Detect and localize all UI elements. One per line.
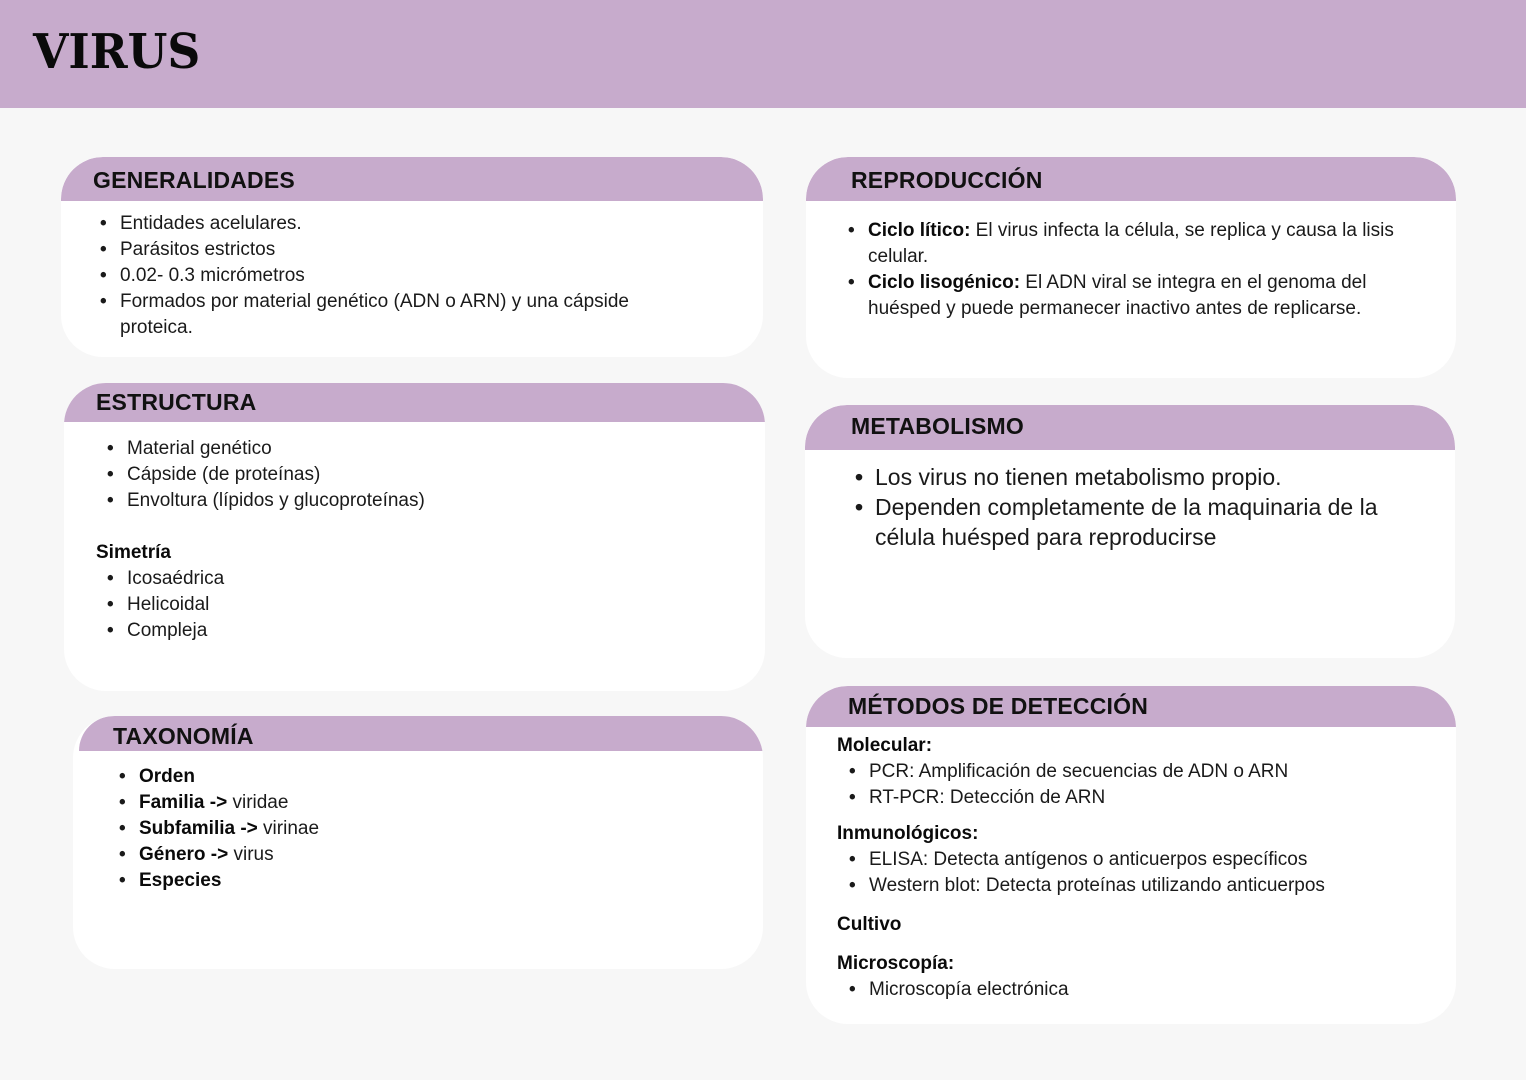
list-item: • Ciclo lisogénico: El ADN viral se integra en el genoma del huésped y puede permanecer inactivo antes de replicarse. — [868, 270, 1426, 322]
list-item: • Western blot: Detecta proteínas utilizando anticuerpos — [869, 873, 1456, 899]
section-title: GENERALIDADES — [93, 167, 295, 193]
generalidades-list — [61, 201, 763, 341]
list-item: • Formados por material genético (ADN o ARN) y una cápside proteica. — [120, 289, 693, 341]
inmunologicos-list — [837, 847, 1456, 899]
list-item: • Helicoidal — [127, 592, 765, 618]
list-item: • Compleja — [127, 618, 765, 644]
metabolismo-list — [805, 450, 1455, 552]
section-title: MÉTODOS DE DETECCIÓN — [848, 693, 1149, 719]
list-item: • Microscopía electrónica — [869, 977, 1456, 1003]
list-item: • Envoltura (lípidos y glucoproteínas) — [127, 488, 765, 514]
list-item: • Familia -> viridae — [139, 790, 763, 816]
list-item: • Ciclo lítico: El virus infecta la célula, se replica y causa la lisis celular. — [868, 218, 1426, 270]
group-label-molecular: Molecular: — [837, 735, 933, 756]
section-title: ESTRUCTURA — [96, 389, 257, 415]
card-taxonomia — [73, 716, 763, 969]
card-header — [61, 157, 763, 201]
list-item: • ELISA: Detecta antígenos o anticuerpos específicos — [869, 847, 1456, 873]
card-generalidades — [61, 157, 763, 357]
list-item: • Icosaédrica — [127, 566, 765, 592]
taxonomia-list — [73, 751, 763, 894]
section-title: TAXONOMÍA — [113, 723, 254, 749]
page-title: VIRUS — [33, 24, 201, 80]
group-label-cultivo: Cultivo — [837, 914, 902, 935]
section-title: METABOLISMO — [851, 413, 1024, 439]
card-header — [806, 157, 1456, 201]
card-metabolismo — [805, 405, 1455, 658]
estructura-list — [64, 436, 765, 514]
molecular-list — [837, 759, 1456, 811]
card-reproduccion — [806, 157, 1456, 378]
list-item: • Entidades acelulares. — [120, 211, 693, 237]
card-header — [805, 405, 1455, 450]
simetria-list — [64, 566, 765, 644]
list-item: • RT-PCR: Detección de ARN — [869, 785, 1456, 811]
microscopia-list — [837, 977, 1456, 1003]
list-item: • Género -> virus — [139, 842, 763, 868]
card-deteccion — [806, 686, 1456, 1024]
card-header — [64, 383, 765, 422]
list-item: • PCR: Amplificación de secuencias de ADN o ARN — [869, 759, 1456, 785]
card-header — [79, 716, 763, 751]
card-estructura — [64, 383, 765, 691]
list-item: • Subfamilia -> virinae — [139, 816, 763, 842]
group-label-microscopia: Microscopía: — [837, 953, 955, 974]
title-banner — [0, 0, 1526, 108]
list-item: • Parásitos estrictos — [120, 237, 693, 263]
reproduccion-list — [806, 201, 1456, 322]
group-label-inmunologicos: Inmunológicos: — [837, 823, 979, 844]
card-header — [806, 686, 1456, 727]
list-item: • 0.02- 0.3 micrómetros — [120, 263, 693, 289]
list-item: • Cápside (de proteínas) — [127, 462, 765, 488]
list-item: • Los virus no tienen metabolismo propio. — [875, 462, 1420, 492]
list-item: • Especies — [139, 868, 763, 894]
list-item: • Dependen completamente de la maquinaria de la célula huésped para reproducirse — [875, 492, 1420, 552]
list-item: • Orden — [139, 764, 763, 790]
list-item: • Material genético — [127, 436, 765, 462]
section-title: REPRODUCCIÓN — [851, 167, 1043, 193]
simetria-label: Simetría — [96, 542, 171, 563]
